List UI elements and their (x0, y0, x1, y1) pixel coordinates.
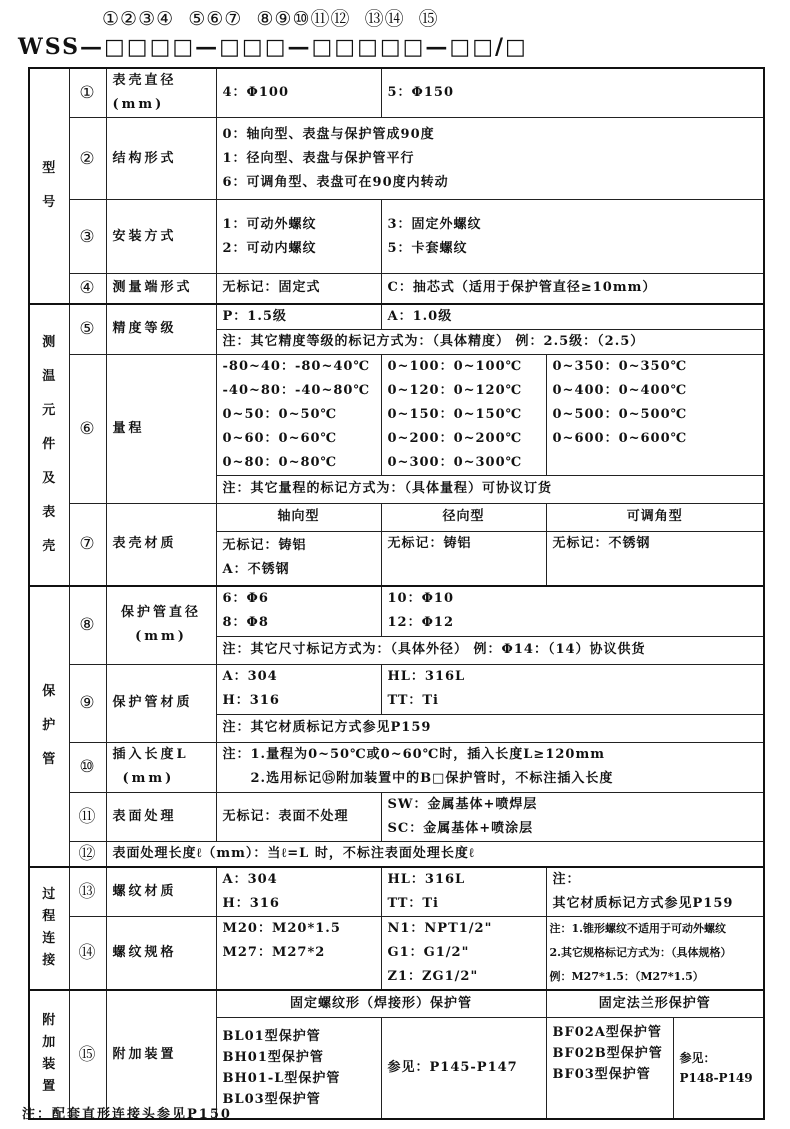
row-number: ④ (69, 274, 106, 304)
row-number: ⑤ (69, 304, 106, 355)
option: -40~80：-40~80℃ (222, 382, 371, 398)
note-line: 2.选用标记⑮附加装置中的B□保护管时，不标注插入长度 (250, 771, 614, 786)
option: 无标记：铸铝 (222, 538, 307, 554)
label-line: (mm) (135, 629, 187, 645)
row-number: ⑮ (69, 990, 106, 1119)
option: N1：NPT1/2" (387, 921, 493, 936)
row-4 (29, 274, 764, 304)
option: 0~200：0~200℃ (387, 430, 523, 446)
option: 0~80：0~80℃ (222, 454, 338, 470)
row-11 (29, 792, 764, 841)
option: C：抽芯式（适用于保护管直径≥10mm） (381, 274, 764, 304)
position-numbers: ①②③④ ⑤⑥⑦ ⑧⑨⑩⑪⑫ ⑬⑭ ⑮ (102, 8, 439, 30)
option: 无标记：表面不处理 (216, 792, 381, 841)
note (546, 867, 764, 917)
note-line: 注：1.锥形螺纹不适用于可动外螺纹 (549, 922, 726, 935)
options (381, 200, 764, 274)
option: H：316 (222, 693, 280, 708)
row-text: 表面处理长度ℓ（mm）：当ℓ=L 时，不标注表面处理长度ℓ (106, 841, 764, 867)
row-number: ⑫ (69, 841, 106, 867)
row-label (106, 742, 216, 792)
options (216, 200, 381, 274)
option: BH01-L型保护管 (222, 1070, 341, 1086)
option: 3：固定外螺纹 (387, 216, 482, 232)
row-label: 保护管材质 (106, 664, 216, 742)
column-header: 固定法兰形保护管 (546, 990, 764, 1017)
option: 0~600：0~600℃ (552, 430, 688, 446)
group-protection-tube: 保护管 (29, 586, 69, 867)
options (381, 867, 546, 917)
row-number: ② (69, 118, 106, 200)
options (381, 792, 764, 841)
row-label: 表壳材质 (106, 503, 216, 586)
option: -80~40：-80~40℃ (222, 358, 371, 374)
option: 0~120：0~120℃ (387, 382, 523, 398)
column-header: 可调角型 (546, 503, 764, 531)
row-13 (29, 867, 764, 917)
range-col-3 (546, 354, 764, 475)
option: 2：可动内螺纹 (222, 240, 317, 256)
row-8 (29, 586, 764, 636)
option: TT：Ti (387, 693, 439, 708)
option: 12：Φ12 (387, 615, 455, 631)
option: A：304 (222, 871, 278, 887)
option: BF02A型保护管 (552, 1024, 662, 1040)
option: 1：可动外螺纹 (222, 216, 317, 232)
reference: 参见：P145-P147 (381, 1017, 546, 1119)
range-col-1 (216, 354, 381, 475)
model-code: WSS—□□□□—□□□—□□□□□—□□/□ (18, 34, 528, 60)
option: 10：Φ10 (387, 591, 455, 607)
option: HL：316L (387, 669, 466, 684)
column-header: 固定螺纹形（焊接形）保护管 (216, 990, 546, 1017)
option: 8：Φ8 (222, 615, 269, 631)
row-6 (29, 354, 764, 475)
group-accessories: 附加装置 (29, 990, 69, 1119)
label-line: 插入长度L (112, 747, 189, 762)
row-label: 表面处理 (106, 792, 216, 841)
reference-line: P148-P149 (679, 1070, 753, 1085)
row-15 (29, 990, 764, 1017)
option: P：1.5级 (216, 304, 381, 330)
options (216, 531, 381, 586)
row-9 (29, 664, 764, 714)
row-12 (29, 841, 764, 867)
option: 6：Φ6 (222, 591, 269, 607)
option: SC：金属基体+喷涂层 (387, 820, 534, 836)
row-7 (29, 503, 764, 531)
option: 0~350：0~350℃ (552, 358, 688, 374)
row-label: 螺纹材质 (106, 867, 216, 917)
reference (673, 1017, 764, 1119)
option: M27：M27*2 (222, 945, 326, 960)
option: H：316 (222, 895, 280, 911)
row-label: 量程 (106, 354, 216, 503)
spec-table (28, 67, 765, 1120)
option: A：304 (222, 669, 278, 684)
row-label (106, 586, 216, 664)
option: BF02B型保护管 (552, 1045, 663, 1061)
option: 6：可调角型、表盘可在90度内转动 (222, 174, 449, 190)
row-14 (29, 917, 764, 991)
row-label: 结构形式 (106, 118, 216, 200)
option: TT：Ti (387, 895, 439, 911)
note: 注：其它量程的标记方式为：（具体量程）可协议订货 (216, 475, 764, 503)
note: 注：其它尺寸标记方式为：（具体外径） 例：Φ14：（14）协议供货 (216, 636, 764, 664)
options (216, 664, 381, 714)
note (546, 917, 764, 991)
option: A：不锈钢 (222, 562, 290, 578)
option: 0~60：0~60℃ (222, 430, 338, 446)
options (216, 867, 381, 917)
option: Z1：ZG1/2" (387, 969, 479, 984)
options (216, 1017, 381, 1119)
options (216, 917, 381, 991)
group-process-connection: 过程连接 (29, 867, 69, 991)
row-number: ⑧ (69, 586, 106, 664)
option: BL03型保护管 (222, 1091, 321, 1107)
row-number: ⑥ (69, 354, 106, 503)
options (216, 118, 764, 200)
option: 0~50：0~50℃ (222, 406, 338, 422)
row-2 (29, 118, 764, 200)
option: M20：M20*1.5 (222, 921, 341, 936)
option: 4：Φ100 (216, 68, 381, 118)
option: 无标记：铸铝 (381, 531, 546, 586)
note-line: 2.其它规格标记方式为：（具体规格） (549, 946, 732, 959)
row-label: 表壳直径(mm) (106, 68, 216, 118)
option: 无标记：不锈钢 (546, 531, 764, 586)
row-3 (29, 200, 764, 274)
option: 5：Φ150 (381, 68, 764, 118)
option: 无标记：固定式 (216, 274, 381, 304)
option: 0~100：0~100℃ (387, 358, 523, 374)
note: 注：其它精度等级的标记方式为：（具体精度） 例：2.5级：（2.5） (216, 329, 764, 354)
row-label: 附加装置 (106, 990, 216, 1119)
row-number: ⑪ (69, 792, 106, 841)
row-number: ⑦ (69, 503, 106, 586)
option: SW：金属基体+喷焊层 (387, 796, 538, 812)
range-col-2 (381, 354, 546, 475)
row-number: ⑨ (69, 664, 106, 742)
row-number: ⑬ (69, 867, 106, 917)
option: G1：G1/2" (387, 945, 470, 960)
options (381, 664, 764, 714)
option: 1：径向型、表盘与保护管平行 (222, 150, 415, 166)
footer-note: 注：配套直形连接头参见P150 (22, 1107, 232, 1122)
row-label: 螺纹规格 (106, 917, 216, 991)
options (381, 586, 764, 636)
row-1 (29, 68, 764, 118)
row-number: ⑭ (69, 917, 106, 991)
option: 0~500：0~500℃ (552, 406, 688, 422)
option: 0~300：0~300℃ (387, 454, 523, 470)
option: 0：轴向型、表盘与保护管成90度 (222, 126, 435, 142)
options (216, 586, 381, 636)
column-header: 轴向型 (216, 503, 381, 531)
note (216, 742, 764, 792)
reference-line: 参见： (679, 1050, 716, 1065)
note: 注：其它材质标记方式参见P159 (216, 714, 764, 742)
option: BH01型保护管 (222, 1049, 324, 1065)
option: HL：316L (387, 871, 466, 887)
column-header: 径向型 (381, 503, 546, 531)
option: BF03型保护管 (552, 1066, 651, 1082)
options (546, 1017, 673, 1119)
row-label: 精度等级 (106, 304, 216, 355)
row-5 (29, 304, 764, 330)
group-sensor-case: 测温元件及表壳 (29, 304, 69, 587)
label-line: 保护管直径 (120, 605, 201, 621)
note-line: 注：1.量程为0~50℃或0~60℃时，插入长度L≥120mm (222, 747, 605, 762)
row-10 (29, 742, 764, 792)
row-number: ⑩ (69, 742, 106, 792)
label-line: (mm) (122, 771, 175, 786)
option: A：1.0级 (381, 304, 764, 330)
note-line: 例：M27*1.5：（M27*1.5） (549, 970, 704, 983)
row-number: ③ (69, 200, 106, 274)
option: BL01型保护管 (222, 1028, 321, 1044)
options (381, 917, 546, 991)
option: 5：卡套螺纹 (387, 240, 468, 256)
option: 0~150：0~150℃ (387, 406, 523, 422)
row-label: 测量端形式 (106, 274, 216, 304)
note-line: 注： (552, 871, 581, 887)
option: 0~400：0~400℃ (552, 382, 688, 398)
row-number: ① (69, 68, 106, 118)
note-line: 其它材质标记方式参见P159 (552, 895, 734, 911)
group-model: 型号 (29, 68, 69, 304)
row-label: 安装方式 (106, 200, 216, 274)
